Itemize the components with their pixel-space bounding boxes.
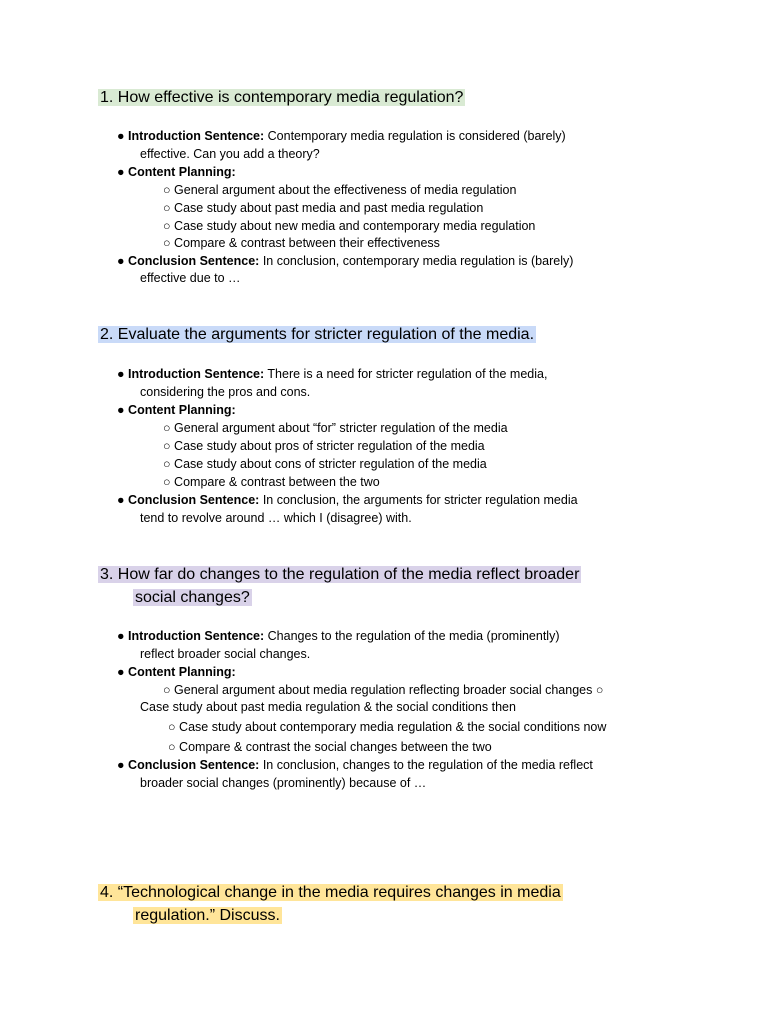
bullet-icon: ● <box>117 629 125 643</box>
q3-item-1 <box>163 681 603 699</box>
q3-item-2: Case study about past media regulation & the social conditions then <box>140 700 516 714</box>
q3-item-3 <box>168 718 606 736</box>
sub-bullet-icon: ○ <box>168 720 176 734</box>
q3-conclusion-text: In conclusion, changes to the regulation of the media reflect <box>262 758 593 772</box>
question-1-heading <box>98 86 465 109</box>
bullet-icon: ● <box>117 403 125 417</box>
sub-bullet-icon: ○ <box>595 683 604 697</box>
q3-item-1-text: General argument about media regulation reflecting broader social changes <box>174 683 593 697</box>
sub-bullet-icon: ○ <box>163 236 171 250</box>
bullet-icon: ● <box>117 367 125 381</box>
sub-bullet-icon: ○ <box>163 457 171 471</box>
bullet-icon: ● <box>117 665 125 679</box>
sub-bullet-icon: ○ <box>163 421 171 435</box>
q2-item-3-text: Case study about cons of stricter regulation of the media <box>174 457 487 471</box>
sub-bullet-icon: ○ <box>163 475 171 489</box>
content-label: Content Planning: <box>128 403 236 417</box>
conclusion-label: Conclusion Sentence: <box>128 758 260 772</box>
content-label: Content Planning: <box>128 665 236 679</box>
sub-bullet-icon: ○ <box>163 683 171 697</box>
q2-item-1-text: General argument about “for” stricter regulation of the media <box>174 421 508 435</box>
sub-bullet-icon: ○ <box>168 740 176 754</box>
q2-item-3 <box>163 455 487 473</box>
question-2-heading <box>98 323 536 346</box>
q2-content-line <box>117 401 236 419</box>
q1-item-3 <box>163 217 535 235</box>
q3-intro-continued: reflect broader social changes. <box>140 647 311 661</box>
q1-item-3-text: Case study about new media and contemporary media regulation <box>174 219 536 233</box>
q3-item-4-text: Compare & contrast the social changes between the two <box>179 740 492 754</box>
intro-label: Introduction Sentence: <box>128 629 265 643</box>
q2-conclusion-line <box>117 491 578 509</box>
intro-label: Introduction Sentence: <box>128 129 265 143</box>
question-4-heading <box>98 881 563 927</box>
conclusion-label: Conclusion Sentence: <box>128 254 260 268</box>
q2-conclusion-continued: tend to revolve around … which I (disagree) with. <box>140 511 412 525</box>
q1-intro-text: Contemporary media regulation is considered (barely) <box>267 129 566 143</box>
bullet-icon: ● <box>117 254 125 268</box>
q1-intro-line <box>117 127 566 145</box>
q3-content-line <box>117 663 236 681</box>
q2-intro-line <box>117 365 547 383</box>
intro-label: Introduction Sentence: <box>128 367 265 381</box>
q3-conclusion-line <box>117 756 593 774</box>
q1-conclusion-line <box>117 252 573 270</box>
question-3-heading-line-2: social changes? <box>135 589 250 606</box>
sub-bullet-icon: ○ <box>163 183 171 197</box>
question-1-heading-text: 1. How effective is contemporary media regulation? <box>100 89 464 106</box>
q2-item-2 <box>163 437 485 455</box>
q3-item-4 <box>168 738 492 756</box>
q2-conclusion-text: In conclusion, the arguments for stricter regulation media <box>262 493 578 507</box>
q1-item-2-text: Case study about past media and past media regulation <box>174 201 484 215</box>
q2-intro-text: There is a need for stricter regulation of the media, <box>267 367 548 381</box>
q2-intro-continued: considering the pros and cons. <box>140 385 311 399</box>
sub-bullet-icon: ○ <box>163 219 171 233</box>
q1-content-line <box>117 163 236 181</box>
conclusion-label: Conclusion Sentence: <box>128 493 260 507</box>
q1-intro-continued: effective. Can you add a theory? <box>140 147 320 161</box>
sub-bullet-icon: ○ <box>163 439 171 453</box>
q1-conclusion-text: In conclusion, contemporary media regulation is (barely) <box>262 254 574 268</box>
question-3-heading <box>98 563 581 609</box>
sub-bullet-icon: ○ <box>163 201 171 215</box>
q1-item-4-text: Compare & contrast between their effectiveness <box>174 236 440 250</box>
q3-intro-text: Changes to the regulation of the media (prominently) <box>267 629 560 643</box>
bullet-icon: ● <box>117 758 125 772</box>
question-2-heading-text: 2. Evaluate the arguments for stricter regulation of the media. <box>100 326 535 343</box>
q3-conclusion-continued: broader social changes (prominently) because of … <box>140 776 427 790</box>
q3-item-3-text: Case study about contemporary media regulation & the social conditions now <box>179 720 607 734</box>
q2-item-4 <box>163 473 380 491</box>
question-3-heading-line-1: 3. How far do changes to the regulation of the media reflect broader <box>100 566 580 583</box>
q3-intro-line <box>117 627 560 645</box>
q1-item-4 <box>163 234 440 252</box>
q1-item-2 <box>163 199 483 217</box>
q1-item-1 <box>163 181 516 199</box>
content-label: Content Planning: <box>128 165 236 179</box>
bullet-icon: ● <box>117 129 125 143</box>
q1-conclusion-continued: effective due to … <box>140 271 241 285</box>
bullet-icon: ● <box>117 493 125 507</box>
q2-item-4-text: Compare & contrast between the two <box>174 475 380 489</box>
q2-item-2-text: Case study about pros of stricter regulation of the media <box>174 439 485 453</box>
bullet-icon: ● <box>117 165 125 179</box>
question-4-heading-line-2: regulation.” Discuss. <box>135 907 280 924</box>
question-4-heading-line-1: 4. “Technological change in the media requires changes in media <box>100 884 561 901</box>
q2-item-1 <box>163 419 508 437</box>
q1-item-1-text: General argument about the effectiveness of media regulation <box>174 183 517 197</box>
